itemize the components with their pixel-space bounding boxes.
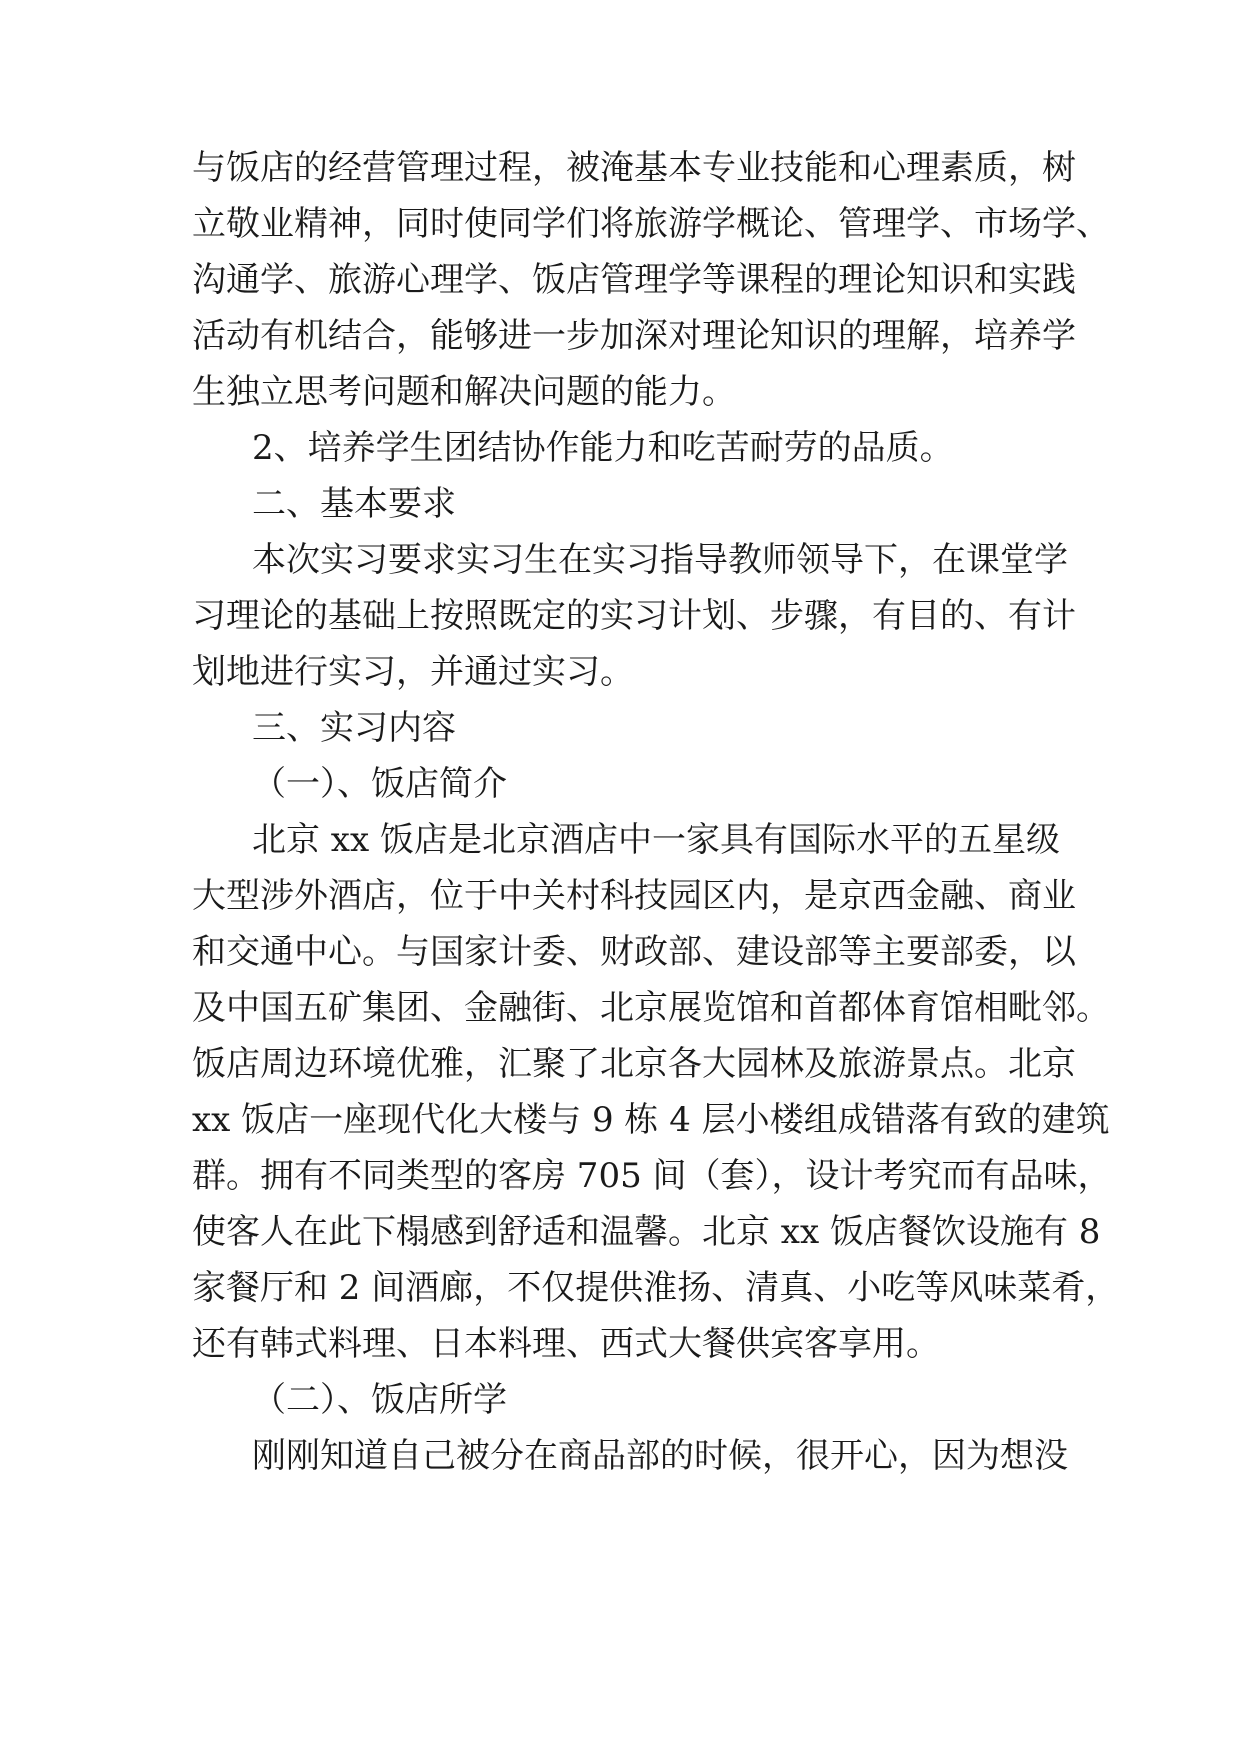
list-item: 2、培养学生团结协作能力和吃苦耐劳的品质。 [252,428,954,468]
section-heading: 二、基本要求 [252,484,456,524]
body-text-line: 划地进行实习，并通过实习。 [192,652,634,692]
body-text-line: 本次实习要求实习生在实习指导教师领导下，在课堂学 [252,540,1068,580]
body-text-line: 刚刚知道自己被分在商品部的时候，很开心，因为想没 [252,1436,1068,1476]
subsection-heading: （一）、饭店简介 [252,764,507,804]
body-text-line: 习理论的基础上按照既定的实习计划、步骤，有目的、有计 [192,596,1076,636]
body-text-line: 活动有机结合，能够进一步加深对理论知识的理解，培养学 [192,316,1076,356]
body-text-line: 生独立思考问题和解决问题的能力。 [192,372,736,412]
body-text-line: 北京 xx 饭店是北京酒店中一家具有国际水平的五星级 [252,820,1060,860]
body-text-line: 饭店周边环境优雅，汇聚了北京各大园林及旅游景点。北京 [192,1044,1076,1084]
body-text-line: 及中国五矿集团、金融街、北京展览馆和首都体育馆相毗邻。 [192,988,1110,1028]
body-text-line: 沟通学、旅游心理学、饭店管理学等课程的理论知识和实践 [192,260,1076,300]
body-text-line: 和交通中心。与国家计委、财政部、建设部等主要部委，以 [192,932,1076,972]
body-text-line: 立敬业精神，同时使同学们将旅游学概论、管理学、市场学、 [192,204,1110,244]
body-text-line: 使客人在此下榻感到舒适和温馨。北京 xx 饭店餐饮设施有 8 [192,1212,1101,1252]
body-text-line: 与饭店的经营管理过程，被淹基本专业技能和心理素质，树 [192,148,1076,188]
body-text-line: 群。拥有不同类型的客房 705 间（套），设计考究而有品味， [192,1156,1112,1196]
body-text-line: 大型涉外酒店，位于中关村科技园区内，是京西金融、商业 [192,876,1076,916]
subsection-heading: （二）、饭店所学 [252,1380,507,1420]
section-heading: 三、实习内容 [252,708,456,748]
body-text-line: 还有韩式料理、日本料理、西式大餐供宾客享用。 [192,1324,940,1364]
body-text-line: xx 饭店一座现代化大楼与 9 栋 4 层小楼组成错落有致的建筑 [192,1100,1110,1140]
body-text-line: 家餐厅和 2 间酒廊，不仅提供淮扬、清真、小吃等风味菜肴， [192,1268,1120,1308]
